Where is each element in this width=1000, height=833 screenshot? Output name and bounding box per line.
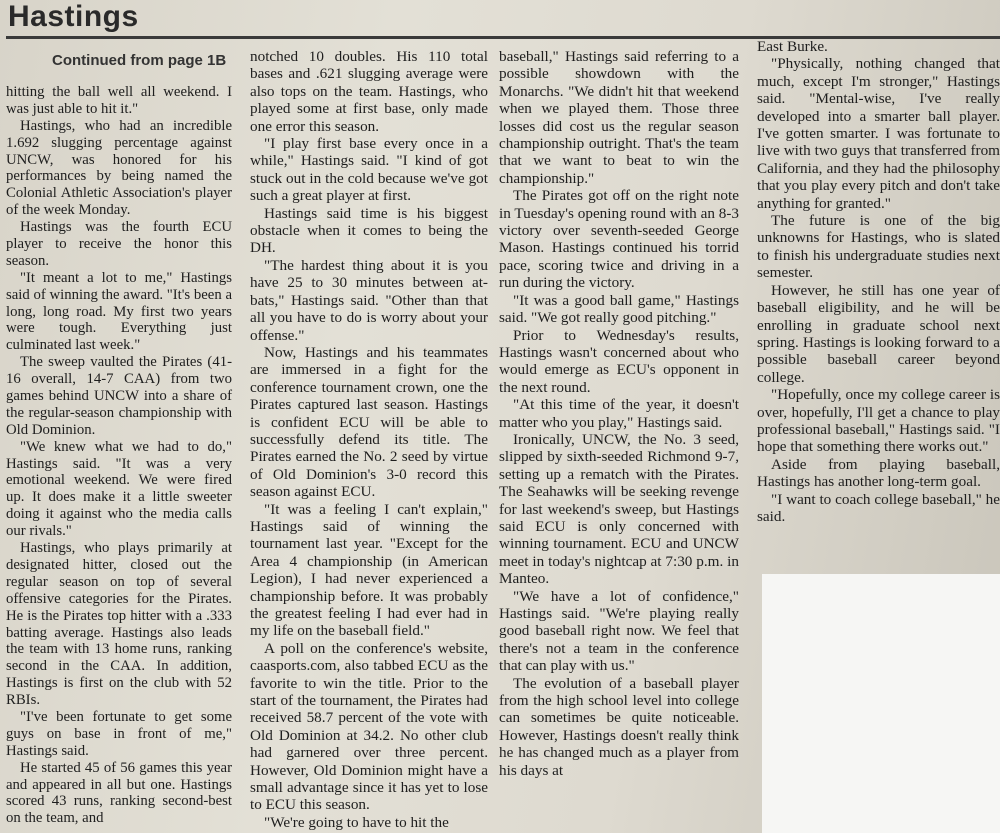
paragraph: hitting the ball well all weekend. I was just able to hit it." (6, 84, 232, 117)
paragraph: Hastings, who plays primarily at designated hitter, closed out the regular season on top of several offensive categories for the Pirates. He is the Pirates top hitter with a .333 batting average. Hastings also leads the team with 13 home runs, ranking second in the CAA. In addition, Hastings is first on the club with 52 RBIs. (6, 540, 232, 709)
paragraph: The evolution of a baseball player from the high school level into college can sometimes be quite noticeable. However, Hastings doesn't really think he has changed much as a player from his days at (499, 674, 739, 779)
paragraph: Ironically, UNCW, the No. 3 seed, slipped by sixth-seeded Richmond 9-7, setting up a rematch with the Pirates. The Seahawks will be seeking revenge for last weekend's sweep, but Hastings said ECU is only concerned with winning tournament. ECU and UNCW meet in today's nightcap at 7:30 p.m. in Manteo. (499, 430, 739, 588)
paragraph: A poll on the conference's website, caasports.com, also tabbed ECU as the favorite to win the title. Prior to the start of the tournament, the Pirates had received 58.7 percent of the vote with Old Dominion at 34.2. No other club had garnered over three percent. However, Old Dominion might have a small advantage since it has yet to lose to ECU this season. (250, 639, 488, 814)
article-column-3 (499, 48, 739, 779)
article-column-1 (6, 84, 232, 827)
paragraph: "I play first base every once in a while," Hastings said. "I kind of got stuck out in the cold because we've got such a great player at first. (250, 135, 488, 205)
paragraph: "Hopefully, once my college career is over, hopefully, I'll get a chance to play professional baseball," Hastings said. "I hope that something there works out." (757, 386, 1000, 456)
article-column-2 (250, 48, 488, 831)
paragraph: Hastings, who had an incredible 1.692 slugging percentage against UNCW, was honored for his performances by being named the Colonial Athletic Association's player of the week Monday. (6, 117, 232, 219)
paragraph: "It was a good ball game," Hastings said. "We got really good pitching." (499, 291, 739, 327)
paragraph: "It meant a lot to me," Hastings said of winning the award. "It's been a long, long road. My first two years were tough. Everything just culminated last week." (6, 269, 232, 354)
paragraph: "I want to coach college baseball," he said. (757, 490, 1000, 525)
paragraph: The Pirates got off on the right note in Tuesday's opening round with an 8-3 victory over seventh-seeded George Mason. Hastings continued his torrid pace, scoring twice and driving in a run during the victory. (499, 187, 739, 292)
paragraph: Hastings said time is his biggest obstacle when it comes to being the DH. (250, 204, 488, 257)
blank-paper-area (762, 574, 1000, 833)
paragraph: Aside from playing baseball, Hastings has another long-term goal. (757, 455, 1000, 491)
paragraph: baseball," Hastings said referring to a possible showdown with the Monarchs. "We didn't hit that weekend when we played them. Those three losses did cost us the regular season championship outright. That's the team that we want to beat to win the championship." (499, 48, 739, 187)
paragraph: "We knew what we had to do," Hastings said. "It was a very emotional weekend. We were fired up. It does make it a little sweeter doing it against who the media calls our rivals." (6, 438, 232, 540)
headline: Hastings (8, 0, 139, 33)
paragraph: notched 10 doubles. His 110 total bases and .621 slugging average were also tops on the team. Hastings, who played some at first base, only made one error this season. (250, 48, 488, 135)
paragraph: Prior to Wednesday's results, Hastings wasn't concerned about who would emerge as ECU's opponent in the next round. (499, 326, 739, 396)
paragraph: Now, Hastings and his teammates are immersed in a fight for the conference tournament crown, one the Pirates captured last season. Hastings is confident ECU will be able to successfully defend its title. The Pirates earned the No. 2 seed by virtue of Old Dominion's 3-0 record this season against ECU. (250, 343, 488, 501)
paragraph: "The hardest thing about it is you have 25 to 30 minutes between at-bats," Hastings said. "Other than that all you have to do is worry about your offense." (250, 256, 488, 344)
paragraph: However, he still has one year of baseball eligibility, and he will be enrolling in graduate school next spring. Hastings is looking forward to a possible baseball career beyond college. (757, 281, 1000, 386)
paragraph: "We have a lot of confidence," Hastings said. "We're playing really good baseball right now. We feel that there's not a team in the conference that can play with us." (499, 587, 739, 675)
paragraph: The future is one of the big unknowns for Hastings, who is slated to finish his undergraduate studies next semester. (757, 212, 1000, 282)
paragraph: The sweep vaulted the Pirates (41-16 overall, 14-7 CAA) from two games behind UNCW into a share of the regular-season championship with Old Dominion. (6, 354, 232, 438)
paragraph: Hastings was the fourth ECU player to receive the honor this season. (6, 219, 232, 269)
paragraph: "We're going to have to hit the (264, 813, 449, 831)
paragraph: East Burke. (757, 38, 828, 55)
paragraph: "It was a feeling I can't explain," Hastings said of winning the tournament last year. "Except for the Area 4 championship (in American Legion), I had never experienced a championship before. It was probably the greatest feeling I had ever had in my life on the baseball field." (250, 500, 488, 640)
article-column-4 (757, 38, 1000, 525)
paragraph: He started 45 of 56 games this year and appeared in all but one. Hastings scored 43 runs, ranking second-best on the team, and (6, 759, 232, 827)
paragraph: "Physically, nothing changed that much, except I'm stronger," Hastings said. "Mental-wise, I've really developed into a smarter ball player. I've gotten smarter. I was fortunate to live with two guys that transferred from California, and they had the philosophy that you play every pitch and don't take anything for granted." (757, 55, 1000, 212)
paragraph: "I've been fortunate to get some guys on base in front of me," Hastings said. (6, 708, 232, 759)
continued-label: Continued from page 1B (52, 52, 227, 69)
paragraph: "At this time of the year, it doesn't matter who you play," Hastings said. (499, 396, 739, 431)
